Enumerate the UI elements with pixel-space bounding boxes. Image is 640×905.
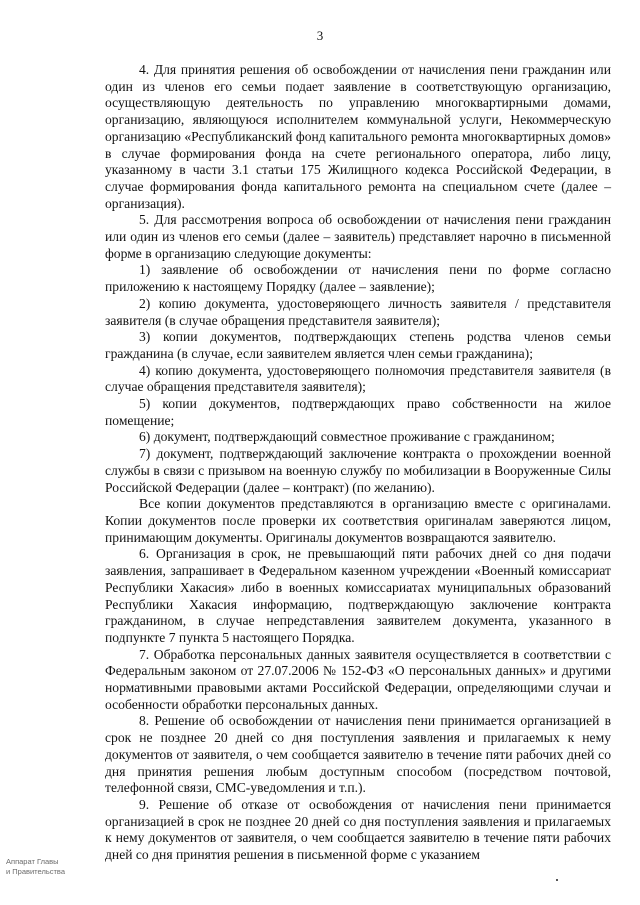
paragraph-4: 4. Для принятия решения об освобождении от начисления пени гражданин или один из членов его семьи подает заявление в соответствующую организацию, осуществляющую деятельность по управлению многоквартирными домами, организацию, являющуюся исполнителем коммунальной услуги, Некоммерческую организацию «Республиканский фонд капитального ремонта многоквартирных домов» в случае формирования фонда на счете регионального оператора, либо лицу, указанному в части 3.1 статьи 175 Жилищного кодекса Российской Федерации, в случае формирования фонда капитального ремонта на специальном счете (далее – организация). bbox=[105, 62, 611, 211]
footer-line-1: Аппарат Главы bbox=[6, 857, 59, 866]
scan-dot bbox=[556, 879, 558, 881]
paragraph-8: 8. Решение об освобождении от начисления пени принимается организацией в срок не позднее 20 дней со дня поступления заявления и прилагаемых к нему документов от заявителя, о чем сообщается заявителю в течение пяти рабочих дней со дня принятия решения любым доступным способом (посредством почтовой, телефонной связи, СМС-уведомления и т.п.). bbox=[105, 713, 611, 796]
paragraph-7: 7. Обработка персональных данных заявителя осуществляется в соответствии с Федеральным законом от 27.07.2006 № 152-ФЗ «О персональных данных» и другими нормативными правовыми актами Российской Федерации, определяющими случаи и особенности обработки персональных данных. bbox=[105, 646, 611, 712]
footer-line-2: и Правительства bbox=[6, 867, 65, 876]
list-item-5-4: 4) копию документа, удостоверяющего полномочия представителя заявителя (в случае обращения представителя заявителя); bbox=[105, 362, 611, 395]
paragraph-6: 6. Организация в срок, не превышающий пяти рабочих дней со дня подачи заявления, запрашивает в Федеральном казенном учреждении «Военный комиссариат Республики Хакасия» либо в военных комиссариатах муниципальных образований Республики Хакасия информацию, подтверждающую заключение контракта гражданином, в случае непредставления заявителем документа, указанного в подпункте 7 пункта 5 настоящего Порядка. bbox=[105, 546, 611, 645]
list-item-5-5: 5) копии документов, подтверждающих право собственности на жилое помещение; bbox=[105, 396, 611, 428]
document-body bbox=[105, 62, 611, 864]
list-item-5-7: 7) документ, подтверждающий заключение контракта о прохождении военной службы в связи с призывом на военную службу по мобилизации в Вооруженные Силы Российской Федерации (далее – контракт) (по желанию). bbox=[105, 446, 611, 495]
paragraph-copies: Все копии документов представляются в организацию вместе с оригиналами. Копии документов после проверки их соответствия оригиналам заверяются лицом, принимающим документы. Оригиналы документов возвращаются заявителю. bbox=[105, 496, 611, 545]
page-number: 3 bbox=[316, 28, 324, 43]
paragraph-9: 9. Решение об отказе от освобождения от начисления пени принимается организацией в срок не позднее 20 дней со дня поступления заявления и прилагаемых к нему документов от заявителя, о чем сообщается заявителю в течение пяти рабочих дней со дня принятия решения в письменной форме с указанием bbox=[105, 796, 611, 863]
list-item-5-1: 1) заявление об освобождении от начисления пени по форме согласно приложению к настоящему Порядку (далее – заявление); bbox=[105, 262, 611, 295]
footer-stamp bbox=[6, 857, 65, 877]
list-item-5-2: 2) копию документа, удостоверяющего личность заявителя / представителя заявителя (в случае обращения представителя заявителя); bbox=[105, 295, 611, 328]
list-item-5-6: 6) документ, подтверждающий совместное проживание с гражданином; bbox=[139, 429, 555, 445]
paragraph-5: 5. Для рассмотрения вопроса об освобождении от начисления пени гражданин или один из членов его семьи (далее – заявитель) представляет нарочно в письменной форме в организацию следующие документы: bbox=[105, 212, 611, 261]
list-item-5-3: 3) копии документов, подтверждающих степень родства членов семьи гражданина (в случае, если заявителем является член семьи гражданина); bbox=[105, 329, 611, 361]
